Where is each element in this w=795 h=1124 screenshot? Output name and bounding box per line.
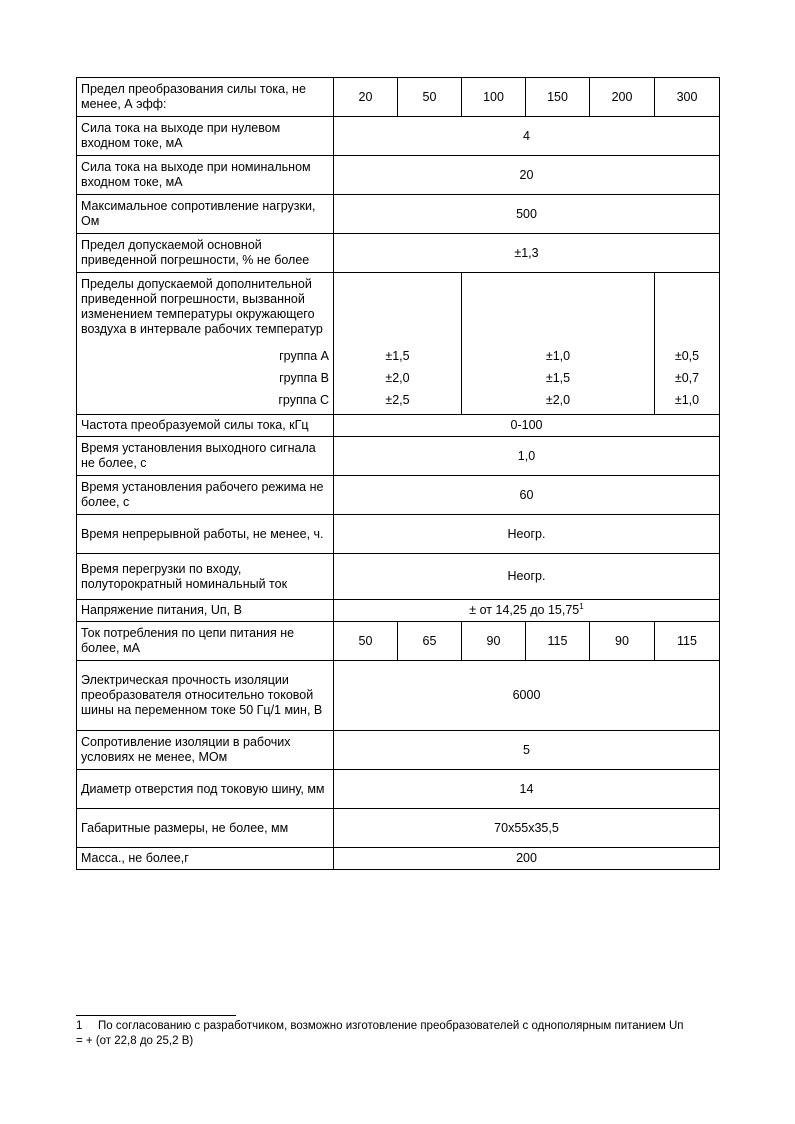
row-label: Максимальное сопротивление нагрузки, Ом <box>77 195 334 234</box>
cell-value: 90 <box>590 622 655 661</box>
row-insulation-strength <box>77 661 720 731</box>
row-continuous <box>77 515 720 554</box>
group-b-v3: ±0,7 <box>674 371 700 385</box>
cell-value: 90 <box>462 622 526 661</box>
group-a-label: группа А <box>279 349 329 363</box>
row-settle-time <box>77 437 720 476</box>
cell-value: 50 <box>398 78 462 117</box>
row-conversion-limit <box>77 78 720 117</box>
footnote-ref: 1 <box>579 601 584 611</box>
footnote-number: 1 <box>76 1020 83 1032</box>
group-b-label: группа В <box>279 371 329 385</box>
cell-value: 60 <box>334 476 720 515</box>
group-col-1 <box>334 273 462 415</box>
group-c-v1: ±2,5 <box>385 393 410 407</box>
row-max-load <box>77 195 720 234</box>
cell-value: 115 <box>526 622 590 661</box>
row-label: Время установления выходного сигнала не более, с <box>77 437 334 476</box>
row-label: Сопротивление изоляции в рабочих условиях не менее, МОм <box>77 731 334 770</box>
cell-value: 14 <box>334 770 720 809</box>
row-label: Предел преобразования силы тока, не менее, А эфф: <box>77 78 334 117</box>
row-label: Габаритные размеры, не более, мм <box>77 809 334 848</box>
cell-value: 100 <box>462 78 526 117</box>
cell-value: 4 <box>334 117 720 156</box>
row-label: Сила тока на выходе при нулевом входном токе, мА <box>77 117 334 156</box>
group-a-v3: ±0,5 <box>674 349 700 363</box>
cell-value: ±1,3 <box>334 234 720 273</box>
cell-value: 6000 <box>334 661 720 731</box>
row-label <box>77 273 334 415</box>
row-mass <box>77 848 720 870</box>
group-col-3 <box>655 273 720 415</box>
row-label: Предел допускаемой основной приведенной погрешности, % не более <box>77 234 334 273</box>
cell-value: 20 <box>334 156 720 195</box>
footnote-continuation: = + (от 22,8 до 25,2 В) <box>76 1035 194 1047</box>
group-col-2 <box>462 273 655 415</box>
row-additional-error <box>77 273 720 415</box>
row-supply-voltage <box>77 600 720 622</box>
row-label: Электрическая прочность изоляции преобразователя относительно токовой шины на переменном токе 50 Гц/1 мин, В <box>77 661 334 731</box>
row-label: Ток потребления по цепи питания не более, мА <box>77 622 334 661</box>
cell-value: Неогр. <box>334 554 720 600</box>
row-label: Время перегрузки по входу, полуторократный номинальный ток <box>77 554 334 600</box>
cell-value <box>334 600 720 622</box>
row-label: Время непрерывной работы, не менее, ч. <box>77 515 334 554</box>
row-label: Диаметр отверстия под токовую шину, мм <box>77 770 334 809</box>
cell-value: 20 <box>334 78 398 117</box>
row-out-nominal <box>77 156 720 195</box>
group-a-v1: ±1,5 <box>385 349 410 363</box>
cell-value: 65 <box>398 622 462 661</box>
row-label: Время установления рабочего режима не более, с <box>77 476 334 515</box>
cell-value: 150 <box>526 78 590 117</box>
cell-value: 500 <box>334 195 720 234</box>
row-label: Напряжение питания, Uп, В <box>77 600 334 622</box>
additional-error-label: Пределы допускаемой дополнительной приведенной погрешности, вызванной изменением температуры окружающего воздуха в интервале рабочих температур <box>81 277 323 336</box>
row-overload <box>77 554 720 600</box>
footnote-text: По согласованию с разработчиком, возможно изготовление преобразователей с однополярным питанием Uп <box>98 1020 684 1032</box>
group-b-v2: ±1,5 <box>545 371 571 385</box>
cell-value: Неогр. <box>334 515 720 554</box>
row-hole-diameter <box>77 770 720 809</box>
footnote-separator <box>76 1015 236 1016</box>
row-insulation-resistance <box>77 731 720 770</box>
cell-value: 70x55x35,5 <box>334 809 720 848</box>
cell-value: 300 <box>655 78 720 117</box>
cell-value: 0-100 <box>334 415 720 437</box>
cell-value: 1,0 <box>334 437 720 476</box>
supply-voltage-value: ± от 14,25 до 15,75 <box>469 603 580 617</box>
cell-value: 200 <box>590 78 655 117</box>
row-frequency <box>77 415 720 437</box>
row-warmup-time <box>77 476 720 515</box>
group-c-v2: ±2,0 <box>545 393 571 407</box>
cell-value: 200 <box>334 848 720 870</box>
specifications-table <box>76 77 720 870</box>
cell-value: 115 <box>655 622 720 661</box>
cell-value: 50 <box>334 622 398 661</box>
group-c-v3: ±1,0 <box>674 393 700 407</box>
row-label: Масса., не более,г <box>77 848 334 870</box>
row-supply-current <box>77 622 720 661</box>
row-label: Частота преобразуемой силы тока, кГц <box>77 415 334 437</box>
group-a-v2: ±1,0 <box>545 349 571 363</box>
cell-value: 5 <box>334 731 720 770</box>
group-c-label: группа С <box>278 393 329 407</box>
row-dimensions <box>77 809 720 848</box>
row-main-error <box>77 234 720 273</box>
row-out-zero <box>77 117 720 156</box>
row-label: Сила тока на выходе при номинальном входном токе, мА <box>77 156 334 195</box>
group-b-v1: ±2,0 <box>385 371 410 385</box>
